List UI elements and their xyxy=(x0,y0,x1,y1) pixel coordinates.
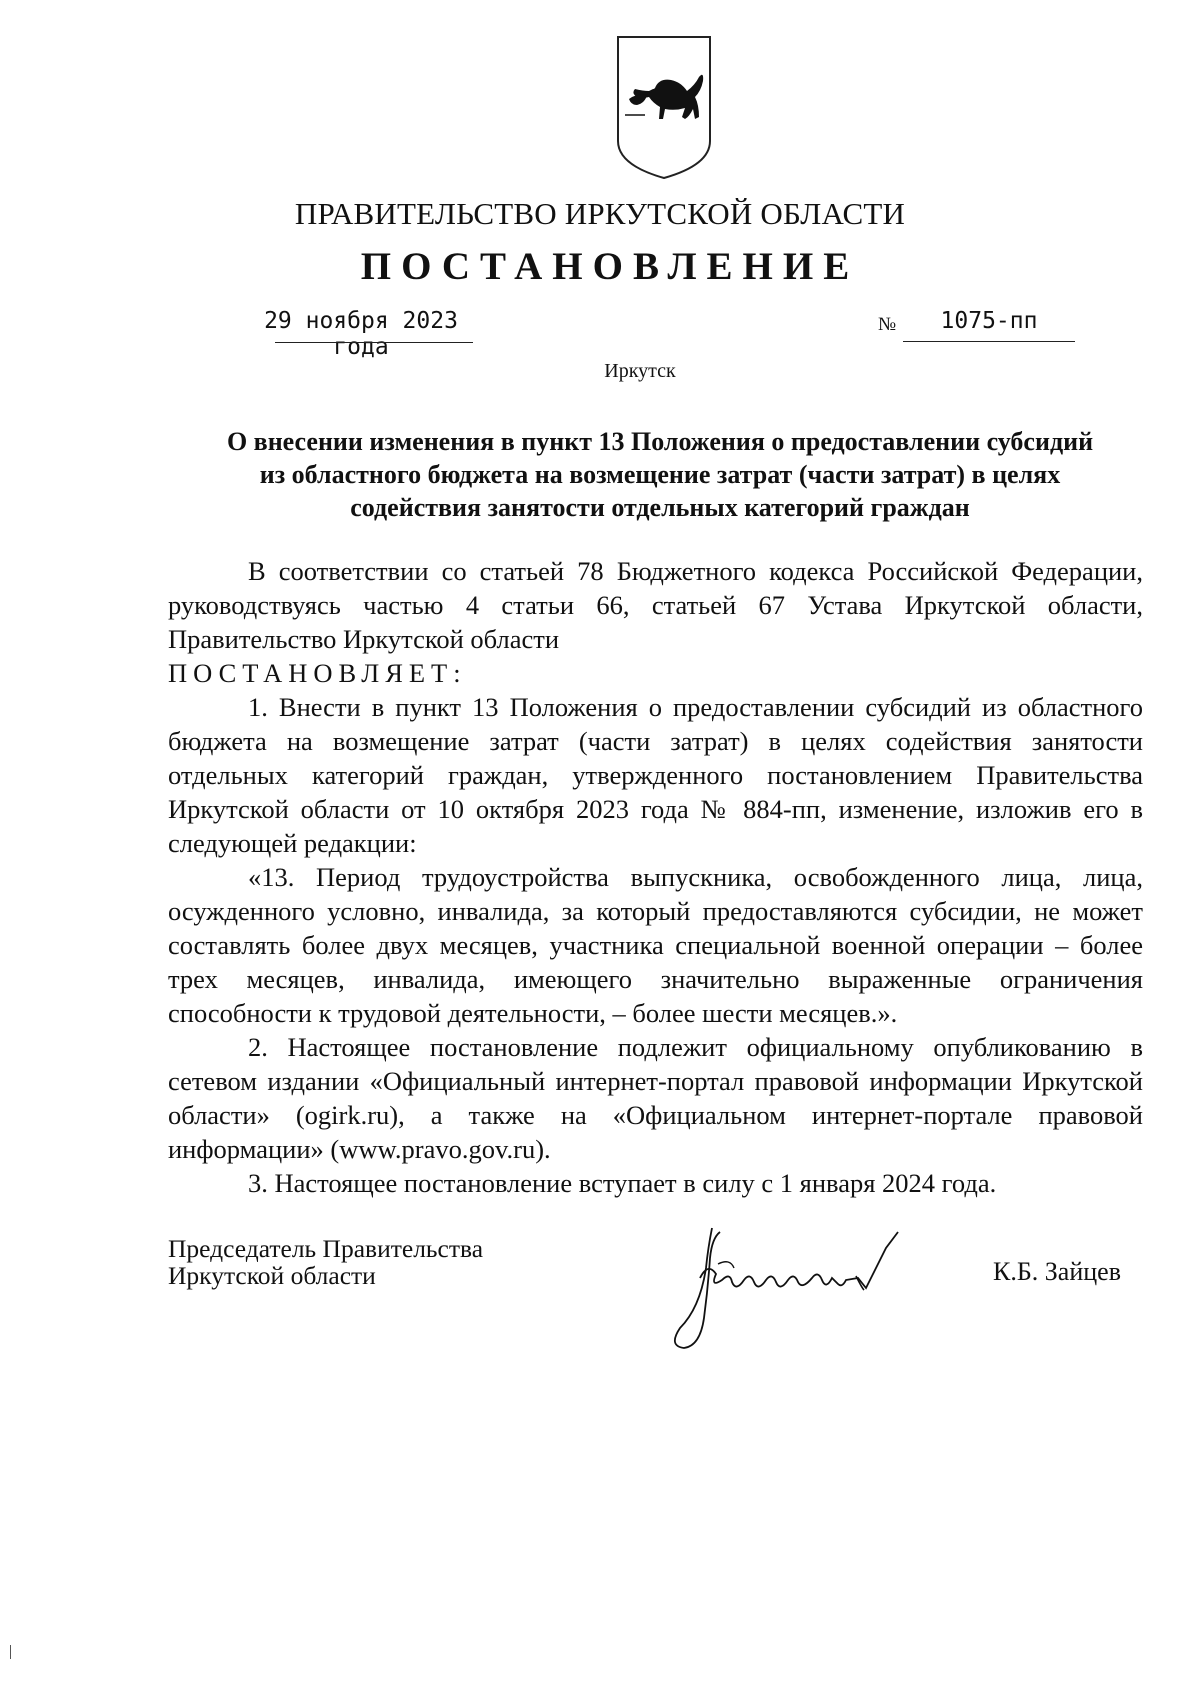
handwritten-signature xyxy=(660,1218,950,1353)
document-type: ПОСТАНОВЛЕНИЕ xyxy=(360,245,860,288)
decree-word: ПОСТАНОВЛЯЕТ: xyxy=(168,658,467,688)
title-line: из областного бюджета на возмещение затрат (части затрат) в целях xyxy=(259,460,1061,489)
document-body xyxy=(168,554,1143,1200)
document-number: 1075-пп xyxy=(940,308,1038,334)
paragraph-2: 2. Настоящее постановление подлежит официальному опубликованию в сетевом издании «Официальный интернет-портал правовой информации Иркутской области» (ogirk.ru), а также на «Официальном интернет-портале правовой информации» (www.pravo.gov.ru). xyxy=(168,1032,1143,1164)
paragraph-3: 3. Настоящее постановление вступает в силу с 1 января 2024 года. xyxy=(248,1168,997,1198)
number-underline xyxy=(903,341,1075,342)
date-underline xyxy=(275,342,473,343)
preamble: В соответствии со статьей 78 Бюджетного кодекса Российской Федерации, руководствуясь частью 4 статьи 66, статьей 67 Устава Иркутской области, Правительство Иркутской области xyxy=(168,556,1143,654)
title-line: О внесении изменения в пункт 13 Положения о предоставлении субсидий xyxy=(226,427,1094,456)
position-line: Председатель Правительства xyxy=(168,1234,484,1263)
paragraph-1: 1. Внести в пункт 13 Положения о предоставлении субсидий из областного бюджета на возмещение затрат (части затрат) в целях содействия занятости отдельных категорий граждан, утвержденного постановлением Правительства Иркутской области от 10 октября 2023 года № 884-пп, изменение, изложив его в следующей редакции: xyxy=(168,692,1143,858)
coat-of-arms-emblem xyxy=(615,33,713,181)
document-date: 29 ноября 2023 года xyxy=(264,308,458,360)
city: Иркутск xyxy=(604,360,676,382)
paragraph-quote: «13. Период трудоустройства выпускника, освобожденного лица, лица, осужденного условно, инвалида, за который предоставляются субсидии, не может составлять более двух месяцев, участника специальной военной операции – более трех месяцев, инвалида, имеющего значительно выраженные ограничения способности к трудовой деятельности, – более шести месяцев.». xyxy=(168,862,1143,1028)
signatory-name: К.Б. Зайцев xyxy=(993,1257,1121,1286)
position-line: Иркутской области xyxy=(168,1261,376,1290)
title-line: содействия занятости отдельных категорий граждан xyxy=(350,493,970,522)
number-sign: № xyxy=(878,314,897,335)
signatory-position xyxy=(168,1235,483,1289)
organization-name: ПРАВИТЕЛЬСТВО ИРКУТСКОЙ ОБЛАСТИ xyxy=(294,196,906,231)
document-title xyxy=(165,425,1155,524)
scan-margin-mark xyxy=(10,1645,11,1659)
